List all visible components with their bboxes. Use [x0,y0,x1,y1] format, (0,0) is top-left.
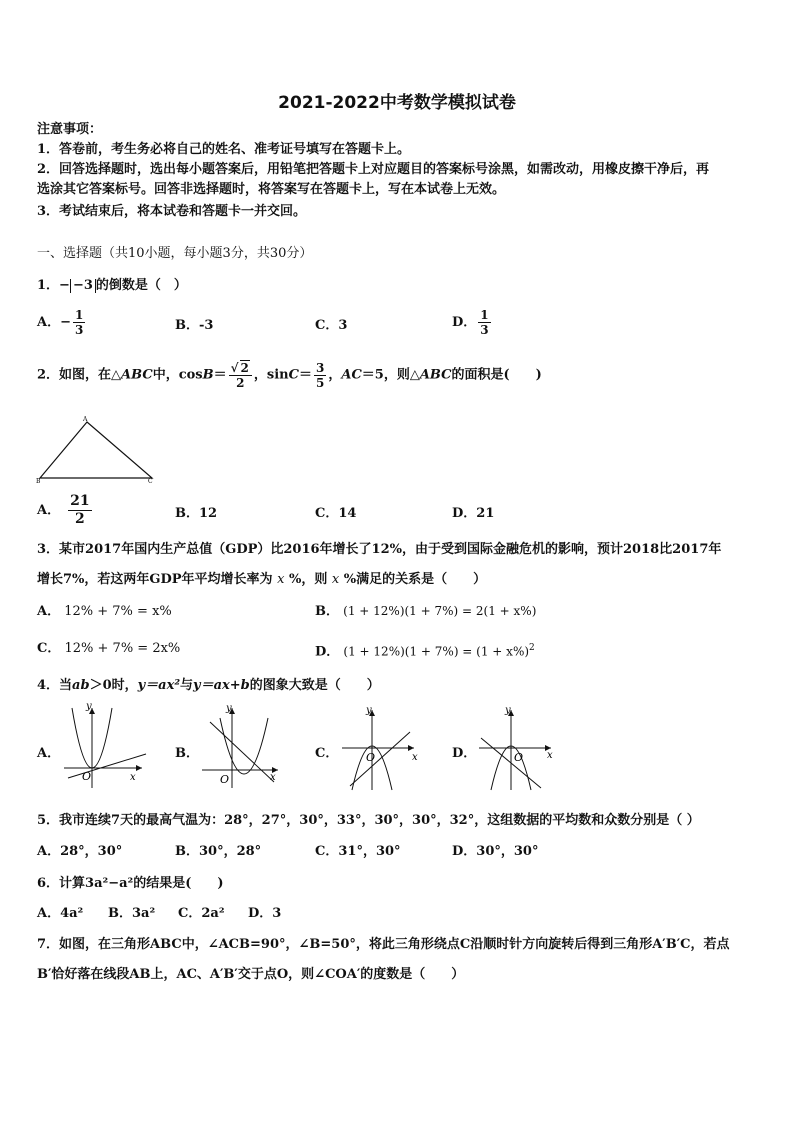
q2-option-a: A． $\frac{21}{2}$ [37,493,90,527]
q2-option-c: C．14 [315,506,357,521]
question-7-line-2: B′恰好落在线段AB上，AC、A′B′交于点O，则∠COA′的度数是（ ） [37,967,465,982]
vertex-label-top: A [83,416,88,423]
q4-graph-c [338,702,428,792]
graph-a-origin: O [82,770,92,783]
graph-c-y-label: y [366,705,372,716]
q3-option-c: C． 12% + 7% = 2x% [37,641,181,656]
graph-b-y-label: y [226,703,232,714]
vertex-label-left: B [36,478,41,484]
graph-a-x-label: x [130,772,136,783]
graph-c-x-label: x [412,752,418,763]
notice-item-2b: 选涂其它答案标号。回答非选择题时，将答案写在答题卡上，写在本试卷上无效。 [37,182,506,197]
q1-option-b: B．-3 [175,318,214,333]
absolute-value: −3 [70,279,96,293]
graph-b-x-label: x [270,772,276,783]
q6-option-a: A．4a² [37,906,84,921]
q4-option-a-label: A． [37,746,61,761]
q5-option-b: B．30°，28° [175,844,262,859]
graph-d-y-label: y [505,705,511,716]
question-3-line-1: 3．某市2017年国内生产总值（GDP）比2016年增长了12%，由于受到国际金融危机的影响，预计2018比2017年 [37,542,722,557]
triangle-shape [40,422,152,478]
q6-option-d: D．3 [248,906,282,921]
graph-d-origin: O [514,751,524,764]
q6-option-c: C．2a² [178,906,225,921]
q5-option-a: A．28°，30° [37,844,123,859]
q1-option-c: C．3 [315,318,348,333]
graph-b-origin: O [220,773,230,786]
question-3-line-2: 增长7%，若这两年GDP年平均增长率为 x %，则 x %满足的关系是（ ） [37,572,487,587]
q1-option-d: D． $\frac{1}{3}$ [452,308,489,337]
vertex-label-right: C [148,478,153,484]
q3-option-b: B． (1 + 12%)(1 + 7%) = 2(1 + x%) [315,604,537,619]
question-7-line-1: 7．如图，在三角形ABC中，∠ACB=90°，∠B=50°，将此三角形绕点C沿顺时针方向旋转后得到三角形A′B′C，若点 [37,937,730,952]
notice-item-2a: 2．回答选择题时，选出每小题答案后，用铅笔把答题卡上对应题目的答案标号涂黑，如需改动，用橡皮擦干净后，再 [37,162,710,177]
q1-option-a: A．− $\frac{1}{3}$ [37,308,84,337]
graph-d-x-label: x [547,750,553,761]
q4-graph-b [198,700,288,790]
notice-item-1: 1．答卷前，考生务必将自己的姓名、准考证号填写在答题卡上。 [37,142,411,157]
q5-option-d: D．30°，30° [452,844,539,859]
graph-a-y-label: y [86,701,92,712]
q3-option-a: A． 12% + 7% = x% [37,604,172,619]
q5-option-c: C．31°，30° [315,844,401,859]
notice-item-3: 3．考试结束后，将本试卷和答题卡一并交回。 [37,204,307,219]
section-choice-heading: 一、选择题（共10小题，每小题3分，共30分） [37,246,313,261]
notice-heading: 注意事项： [37,122,103,137]
q4-option-c-label: C． [315,746,339,761]
q2-option-b: B．12 [175,506,218,521]
graph-c-origin: O [366,751,376,764]
q4-option-b-label: B． [175,746,199,761]
q2-option-d: D．21 [452,506,495,521]
question-6: 6．计算3a²−a²的结果是( ) [37,876,224,891]
q4-option-d-label: D． [452,746,477,761]
q6-option-b: B．3a² [108,906,156,921]
q4-graph-a [60,700,150,790]
q3-option-d: D． $(1 + 12\%)(1 + 7\%) = (1 + x\%)^2$ [315,643,535,660]
q2-triangle-figure [36,412,160,484]
page-title: 2021-2022中考数学模拟试卷 [278,93,516,113]
q4-graph-d [475,702,565,792]
question-4: 4．当ab＞0时，y＝ax²与y＝ax+b的图象大致是（ ） [37,678,380,693]
question-1: 1．− −3 的倒数是（ ） [37,278,187,293]
question-5: 5．我市连续7天的最高气温为：28°，27°，30°，33°，30°，30°，32°，这组数据的平均数和众数分别是（ ） [37,813,700,828]
question-2: 2．如图，在△ABC中，cosB＝ $\frac{√ 2}{2}$ ，sinC＝ $\frac{3}{5}$ ，AC＝5，则△ABC的面积是( ) [37,360,542,390]
